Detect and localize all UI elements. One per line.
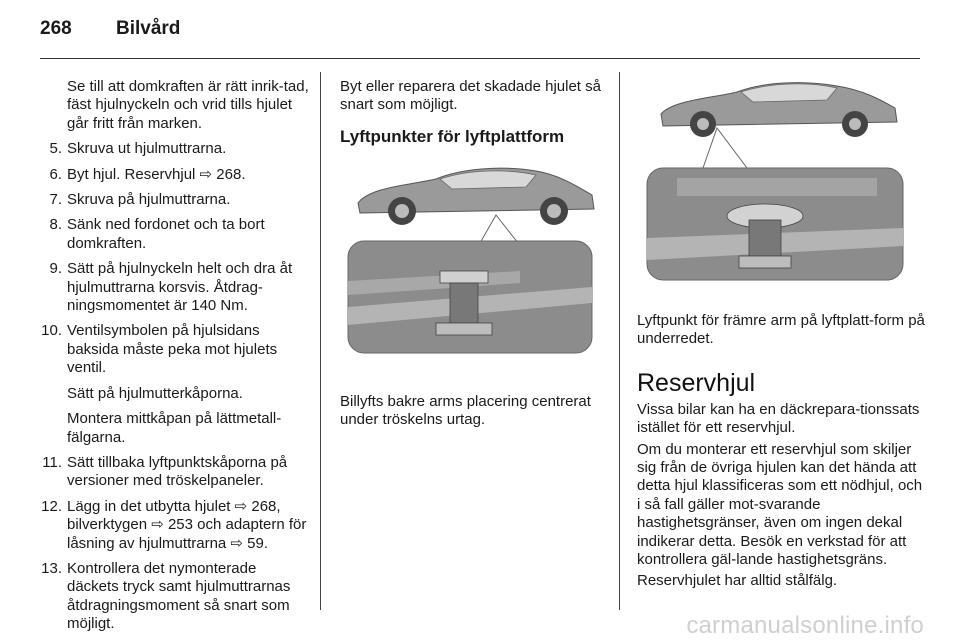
step-text: Sätt på hjulnyckeln helt och dra åt hjulmuttrarna korsvis. Åtdrag-ningsmomentet är 140 Nm. bbox=[67, 260, 293, 315]
list-item bbox=[30, 191, 310, 209]
step-number: 10. bbox=[41, 322, 62, 340]
step-number: 7. bbox=[49, 191, 62, 209]
column-1 bbox=[30, 78, 310, 641]
step-text[interactable]: Byt hjul. Reservhjul ⇨ 268. bbox=[67, 165, 246, 183]
step-number: 9. bbox=[49, 260, 62, 278]
intro-text: Byt eller reparera det skadade hjulet så snart som möjligt. bbox=[340, 78, 601, 114]
step-text: Skruva ut hjulmuttrarna. bbox=[67, 140, 227, 158]
column-divider-2 bbox=[619, 72, 620, 610]
section-heading: Lyftpunkter för lyftplattform bbox=[340, 126, 565, 146]
lift-point-front-figure bbox=[637, 78, 913, 288]
header-rule bbox=[40, 58, 920, 59]
step-text: Skruva på hjulmuttrarna. bbox=[67, 191, 231, 209]
watermark: carmanualsonline.info bbox=[686, 612, 924, 639]
list-item bbox=[30, 140, 310, 158]
lift-point-rear-figure bbox=[340, 157, 606, 377]
body-paragraph: Vissa bilar kan ha en däckrepara-tionssats istället för ett reservhjul. bbox=[637, 400, 920, 437]
step-text: Ventilsymbolen på hjulsidans baksida måste peka mot hjulets ventil. bbox=[67, 322, 278, 377]
body-paragraph: Reservhjulet har alltid stålfälg. bbox=[637, 572, 838, 590]
step-number: 5. bbox=[49, 140, 62, 158]
page-number: 268 bbox=[40, 18, 72, 39]
list-item bbox=[30, 166, 310, 184]
section-heading: Reservhjul bbox=[637, 368, 756, 397]
note-text: Montera mittkåpan på lättmetall-fälgarna. bbox=[67, 410, 282, 446]
column-divider-1 bbox=[320, 72, 321, 610]
figure-caption: Lyftpunkt för främre arm på lyftplatt-form på underredet. bbox=[637, 312, 925, 348]
step-number: 13. bbox=[41, 559, 62, 577]
car-illustration-icon bbox=[340, 157, 606, 377]
step-number: 8. bbox=[49, 216, 62, 234]
list-item bbox=[30, 260, 310, 315]
step-number: 6. bbox=[49, 165, 62, 183]
page-title: Bilvård bbox=[116, 18, 181, 39]
intro-text: Se till att domkraften är rätt inrik-tad, fäst hjulnyckeln och vrid tills hjulet går fritt från marken. bbox=[67, 78, 309, 132]
list-item bbox=[30, 216, 310, 253]
list-item bbox=[30, 322, 310, 377]
list-item bbox=[30, 454, 310, 491]
step-number: 12. bbox=[41, 497, 62, 515]
list-item bbox=[30, 498, 310, 553]
step-text: Sänk ned fordonet och ta bort domkraften. bbox=[67, 216, 265, 252]
note-text: Sätt på hjulmutterkåporna. bbox=[67, 384, 243, 402]
car-underbody-illustration-icon bbox=[637, 78, 913, 288]
step-text: Kontrollera det nymonterade däckets tryck samt hjulmuttrarnas åtdragningsmoment så snart som möjligt. bbox=[67, 559, 291, 633]
step-text: Sätt tillbaka lyftpunktskåporna på versioner med tröskelpaneler. bbox=[67, 453, 288, 490]
body-paragraph: Om du monterar ett reservhjul som skiljer sig från de övriga hjulen kan det hända att detta hjul klassificeras som ett nödhjul, och i så fall gäller mot-svarande hastighetsgränser, även om ingen dekal indikerar detta. Besök en verkstad för att kontrollera gäl-lande hastighetsgräns. bbox=[637, 440, 923, 569]
column-3 bbox=[637, 78, 927, 594]
list-item bbox=[30, 560, 310, 634]
step-text[interactable]: Lägg in det utbytta hjulet ⇨ 268, bilverktygen ⇨ 253 och adaptern för låsning av hjulmuttrarna ⇨ 59. bbox=[67, 497, 307, 552]
column-2 bbox=[340, 78, 606, 437]
figure-caption: Billyfts bakre arms placering centrerat under tröskelns urtag. bbox=[340, 392, 591, 429]
step-number: 11. bbox=[42, 453, 62, 471]
